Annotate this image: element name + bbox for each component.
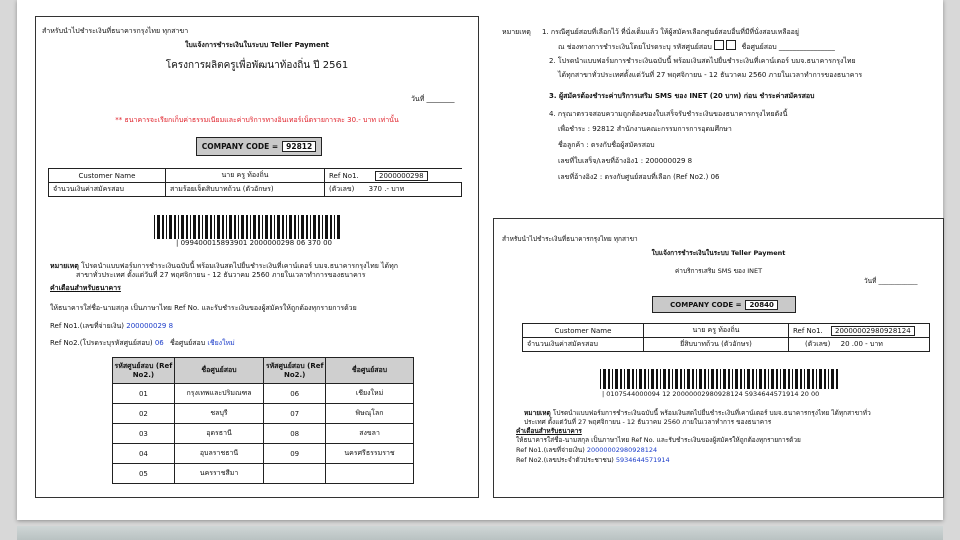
barcode-bar [684,369,685,389]
barcode-bar [836,369,838,389]
right-notes-label: หมายเหตุ [502,28,531,36]
customer-name-label: Customer Name [49,169,166,183]
barcode-bar [783,369,786,389]
centers-header: ชื่อศูนย์สอบ [326,358,414,384]
table-cell: อุบลราชธานี [174,444,263,464]
company-code-value: 92812 [282,141,316,152]
barcode-bar [651,369,654,389]
company-code-value: 20840 [745,300,777,310]
barcode-bar [298,215,299,239]
company-code-label: COMPANY CODE = [670,300,742,309]
ref1-value: 20000002980928124 [831,326,915,336]
barcode-bar [636,369,637,389]
barcode-bar [632,369,634,389]
amount-digit-label: (ตัวเลข) [329,185,355,193]
barcode-bar [301,215,304,239]
right-warning-heading: คำเตือนสำหรับธนาคาร [516,427,582,435]
amount-digit-label: (ตัวเลข) [805,340,831,348]
right-ref2-line: Ref No2.(เลขประจำตัวประชาชน) 5934644571914 [516,456,670,464]
table-cell: เชียงใหม่ [326,384,414,404]
barcode-bar [752,369,754,389]
left-warning-text: ให้ธนาคารใส่ชื่อ-นามสกุล เป็นภาษาไทย Ref No. และรับชำระเงินของผู้สมัครให้ถูกต้องทุกรายการด้วย [50,304,357,312]
amount-label: จำนวนเงินค่าสมัครสอบ [523,338,644,352]
note-2b: ได้ทุกสาขาทั่วประเทศตั้งแต่วันที่ 27 พฤศจิกายน - 12 ธันวาคม 2560 ภายในเวลาทำการของธนาคาร [558,71,863,79]
table-cell: 08 [264,424,326,444]
barcode-bar [306,215,308,239]
barcode-bar [759,369,762,389]
barcode-bar [222,215,224,239]
barcode-bar [238,215,239,239]
ref1-label: Ref No1. [793,326,823,335]
left-note-line2: สาขาทั่วประเทศ ตั้งแต่วันที่ 27 พฤศจิกายน - 12 ธันวาคม 2560 ภายในเวลาทำการของธนาคาร [76,271,366,279]
barcode-bar [217,215,220,239]
note-4-3: เลขที่ใบเสร็จ/เลขที่อ้างอิง1 : 200000029 8 [558,157,693,165]
barcode-bar [627,369,630,389]
right-subtitle: ค่าบริการเสริม SMS ของ INET [674,267,763,275]
barcode-bar [226,215,227,239]
barcode-bar [812,369,814,389]
barcode-bar [253,215,256,239]
barcode-bar [831,369,834,389]
barcode-bar [265,215,268,239]
barcode-bar [672,369,673,389]
barcode-bar [771,369,774,389]
barcode-bar [310,215,311,239]
barcode-bar [675,369,678,389]
barcode-bar [711,369,714,389]
right-note-line2: ประเทศ ตั้งแต่วันที่ 27 พฤศจิกายน - 12 ธันวาคม 2560 ภายในเวลาทำการ ของธนาคาร [524,418,772,426]
barcode-bar [258,215,260,239]
barcode-bar [660,369,661,389]
barcode-bar [732,369,733,389]
barcode-bar [668,369,670,389]
note-1a: 1. กรณีศูนย์สอบที่เลือกไว้ ที่นั่งเต็มแล้ว ให้ผู้สมัครเลือกศูนย์สอบอื่นที่มีที่นั่งสอบเหลืออยู่ [542,28,799,36]
barcode-bar [330,215,332,239]
table-cell: 02 [113,404,175,424]
barcode-bar [270,215,272,239]
barcode-bar [696,369,697,389]
right-note-label: หมายเหตุ [524,409,551,417]
centers-header: ชื่อศูนย์สอบ [174,358,263,384]
barcode-bar [776,369,778,389]
barcode-bar [318,215,320,239]
barcode-bar [229,215,232,239]
barcode-bar [723,369,726,389]
amount-words: ยี่สิบบาทถ้วน (ตัวอักษร) [644,338,789,352]
barcode-bar [325,215,328,239]
right-customer-table [522,323,930,352]
table-cell: อุดรธานี [174,424,263,444]
barcode-bar [603,369,606,389]
right-barcode-text: | 0107544000094 12 20000002980928124 5934644571914 20 00 [602,390,820,398]
barcode-bar [154,215,155,239]
desk-background [17,526,943,540]
note-2a: 2. โปรดนำแบบฟอร์มการชำระเงินฉบับนี้ พร้อมเงินสดไปยื่นชำระเงินที่เคาน์เตอร์ บมจ.ธนาคารกรุงไทย [549,57,856,65]
barcode-bar [615,369,618,389]
left-date: วันที่ ________ [411,95,455,103]
table-cell: 04 [113,444,175,464]
barcode-bar [286,215,287,239]
right-date: วันที่ ____________ [864,277,918,285]
barcode-bar [178,215,179,239]
exam-centers-table [112,357,414,484]
amount-value: 20 .00 - บาท [840,340,883,348]
table-row [113,424,414,444]
barcode-bar [740,369,742,389]
left-fee-notice: ** ธนาคารจะเรียกเก็บค่าธรรมเนียมและค่าบริการทางอินเทอร์เน็ตรายการละ 30.- บาท เท่านั้น [115,116,399,124]
table-cell: นครราชสีมา [174,464,263,484]
barcode-bar [699,369,702,389]
left-barcode-text: | 099400015893901 2000000298 06 370 00 [176,239,332,247]
left-barcode [154,215,340,239]
barcode-bar [756,369,757,389]
barcode-bar [624,369,625,389]
barcode-bar [210,215,212,239]
table-row [113,384,414,404]
barcode-bar [708,369,709,389]
table-cell: 05 [113,464,175,484]
barcode-bar [800,369,802,389]
customer-name-value: นาย ครู ท้องถิ่น [166,169,325,183]
note-4: 4. กรุณาตรวจสอบความถูกต้องของใบเสร็จรับชำระเงินของธนาคารกรุงไทยดังนี้ [549,110,788,118]
barcode-bar [663,369,666,389]
table-row [113,464,414,484]
barcode-bar [780,369,781,389]
barcode-bar [162,215,164,239]
right-company-code-box [652,296,796,313]
table-cell: 09 [264,444,326,464]
checkbox-box [714,40,724,50]
barcode-bar [735,369,738,389]
barcode-bar [289,215,292,239]
left-title: ใบแจ้งการชำระเงินในระบบ Teller Payment [184,41,330,49]
table-row [113,444,414,464]
barcode-bar [807,369,810,389]
barcode-bar [687,369,690,389]
barcode-bar [241,215,244,239]
right-payment-form [493,218,944,498]
note-4-2: ชื่อลูกค้า : ตรงกับชื่อผู้สมัครสอบ [558,141,655,149]
customer-name-label: Customer Name [523,324,644,338]
table-cell: 01 [113,384,175,404]
left-warning-heading: คำเตือนสำหรับธนาคาร [50,284,121,292]
barcode-bar [313,215,316,239]
document-page [17,0,943,520]
table-cell: พิษณุโลก [326,404,414,424]
barcode-bar [620,369,622,389]
right-header-line: สำหรับนำไปชำระเงินที่ธนาคารกรุงไทย ทุกสาขา [502,235,638,243]
barcode-bar [768,369,769,389]
barcode-bar [816,369,817,389]
left-note-line1: หมายเหตุ โปรดนำแบบฟอร์มการชำระเงินฉบับนี้ พร้อมเงินสดไปยื่นชำระเงินที่เคาน์เตอร์ บมจ.ธนาคารกรุงไทย ได้ทุก [50,262,398,270]
barcode-bar [608,369,610,389]
barcode-bar [704,369,706,389]
barcode-bar [644,369,646,389]
barcode-bar [181,215,184,239]
customer-name-value: นาย ครู ท้องถิ่น [644,324,789,338]
barcode-bar [234,215,236,239]
table-cell: 07 [264,404,326,424]
barcode-bar [788,369,790,389]
barcode-bar [648,369,649,389]
table-cell [264,464,326,484]
barcode-bar [680,369,682,389]
barcode-bar [612,369,613,389]
barcode-bar [656,369,658,389]
barcode-bar [190,215,191,239]
amount-label: จำนวนเงินค่าสมัครสอบ [49,183,166,197]
barcode-bar [728,369,730,389]
left-customer-table [48,168,462,197]
barcode-bar [166,215,167,239]
barcode-bar [250,215,251,239]
centers-header: รหัสศูนย์สอบ (Ref No2.) [113,358,175,384]
left-payment-form [35,16,479,498]
barcode-bar [198,215,200,239]
left-header-line: สำหรับนำไปชำระเงินที่ธนาคารกรุงไทย ทุกสาขา [42,27,189,35]
table-cell: 06 [264,384,326,404]
right-barcode [600,369,840,389]
table-cell: กรุงเทพและปริมณฑล [174,384,263,404]
note-4-4: เลขที่อ้างอิง2 : ตรงกับศูนย์สอบที่เลือก (Ref No2.) 06 [558,173,720,181]
barcode-bar [282,215,284,239]
table-cell [326,464,414,484]
barcode-bar [692,369,694,389]
centers-header: รหัสศูนย์สอบ (Ref No2.) [264,358,326,384]
barcode-bar [186,215,188,239]
barcode-bar [262,215,263,239]
ref1-value: 2000000298 [375,171,428,181]
barcode-bar [828,369,829,389]
right-title: ใบแจ้งการชำระเงินในระบบ Teller Payment [651,249,786,257]
note-3: 3. ผู้สมัครต้องชำระค่าบริการเสริม SMS ของ INET (20 บาท) ก่อน ชำระค่าสมัครสอบ [549,92,815,100]
amount-words: สามร้อยเจ็ดสิบบาทถ้วน (ตัวอักษร) [166,183,325,197]
barcode-bar [205,215,208,239]
company-code-label: COMPANY CODE = [201,142,279,151]
barcode-bar [720,369,721,389]
ref1-label: Ref No1. [329,171,359,180]
table-cell: นครศรีธรรมราช [326,444,414,464]
left-company-code-box [196,137,322,156]
table-cell: สงขลา [326,424,414,444]
barcode-bar [202,215,203,239]
barcode-bar [246,215,248,239]
right-warning-text: ให้ธนาคารใส่ชื่อ-นามสกุล เป็นภาษาไทย Ref No. และรับชำระเงินของผู้สมัครให้ถูกต้องทุกรายการด้วย [516,436,801,444]
left-ref1-line: Ref No1.(เลขที่จ่ายเงิน) 200000029 8 [50,322,174,330]
right-note-line1: หมายเหตุ โปรดนำแบบฟอร์มการชำระเงินฉบับนี้ พร้อมเงินสดไปยื่นชำระเงินที่เคาน์เตอร์ บมจ.ธนาคารกรุงไทย ได้ทุกสาขาทั่ว [524,409,871,417]
left-project: โครงการผลิตครูเพื่อพัฒนาท้องถิ่น ปี 2561 [165,60,349,71]
barcode-bar [193,215,196,239]
barcode-bar [334,215,335,239]
left-note-label: หมายเหตุ [50,262,79,270]
barcode-bar [214,215,215,239]
barcode-bar [819,369,822,389]
table-cell: 03 [113,424,175,444]
table-row [113,404,414,424]
checkbox-box [726,40,736,50]
barcode-bar [294,215,296,239]
barcode-bar [169,215,172,239]
barcode-bar [639,369,642,389]
barcode-bar [804,369,805,389]
right-notes [502,28,922,198]
amount-value: 370 .- บาท [368,185,405,193]
barcode-bar [600,369,601,389]
table-cell: ชลบุรี [174,404,263,424]
barcode-bar [744,369,745,389]
barcode-bar [174,215,176,239]
left-ref2-line: Ref No2.(โปรดระบุรหัสศูนย์สอบ) 06 ชื่อศูนย์สอบ เชียงใหม่ [50,339,235,347]
barcode-bar [747,369,750,389]
note-1b: ณ ช่องทางการชำระเงินโดยโปรดระบุ รหัสศูนย์สอบ ชื่อศูนย์สอบ ________________ [558,40,835,52]
barcode-bar [337,215,340,239]
barcode-bar [277,215,280,239]
barcode-bar [824,369,826,389]
barcode-bar [764,369,766,389]
left-ref1-line-value: 200000029 8 [126,322,174,330]
barcode-bar [157,215,160,239]
barcode-bar [795,369,798,389]
right-ref1-line: Ref No1.(เลขที่จ่ายเงิน) 20000002980928124 [516,446,658,454]
barcode-bar [716,369,718,389]
barcode-bar [322,215,323,239]
barcode-bar [274,215,275,239]
barcode-bar [792,369,793,389]
note-4-1: เพื่อชำระ : 92812 สำนักงานคณะกรรมการการอุดมศึกษา [558,125,732,133]
